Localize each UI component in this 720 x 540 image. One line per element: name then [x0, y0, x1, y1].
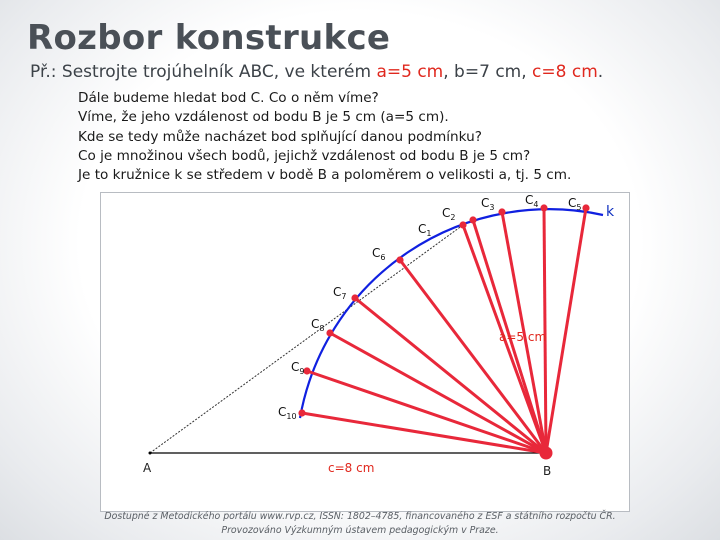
point-c	[351, 294, 358, 301]
footer-line-1: Dostupné z Metodického portálu www.rvp.cz, ISSN: 1802–4785, financovaného z ESF a státního rozpočtu ČR.	[104, 511, 616, 522]
value-c: c=8 cm	[532, 62, 598, 82]
label-c-point: $C_3$	[481, 196, 495, 212]
point-c	[540, 204, 547, 211]
label-c-point: $C_5$	[568, 196, 582, 212]
point-b-marker	[540, 447, 553, 460]
label-c-point: $C_4$	[525, 193, 539, 209]
radius-segment	[546, 208, 586, 453]
point-c	[298, 409, 305, 416]
text-line: Co je množinou všech bodů, jejichž vzdálenost od bodu B je 5 cm?	[78, 147, 531, 164]
label-c-point: $C_1$	[418, 222, 432, 238]
label-c-point: $C_6$	[372, 246, 386, 262]
point-c	[459, 221, 466, 228]
point-c	[582, 204, 589, 211]
slide-title: Rozbor konstrukce	[27, 18, 391, 58]
text-line: Víme, že jeho vzdálenost od bodu B je 5 cm (a=5 cm).	[78, 109, 449, 126]
problem-prefix: Př.: Sestrojte trojúhelník ABC, ve kterém	[30, 62, 377, 82]
point-a-marker	[149, 452, 152, 455]
guide-line-AC	[150, 225, 463, 453]
label-c-point: $C_2$	[442, 206, 456, 222]
problem-sep: , b=7 cm,	[443, 62, 533, 82]
label-c-length: c=8 cm	[328, 461, 375, 475]
label-c-point: $C_7$	[333, 285, 347, 301]
value-a: a=5 cm	[376, 62, 444, 82]
radius-segment	[307, 371, 546, 453]
radius-segment	[400, 260, 546, 453]
label-a-length: a=5 cm	[499, 330, 547, 344]
label-c-point: $C_{10}$	[278, 405, 297, 421]
point-c	[498, 208, 505, 215]
problem-end: .	[597, 62, 604, 82]
label-point-b: B	[543, 464, 552, 478]
label-point-a: A	[143, 461, 152, 475]
text-line: Je to kružnice k se středem v bodě B a poloměrem o velikosti a, tj. 5 cm.	[78, 167, 572, 184]
label-circle-k: k	[606, 204, 615, 220]
point-c	[396, 256, 403, 263]
text-line: Dále budeme hledat bod C. Co o něm víme?	[78, 90, 379, 106]
point-c	[326, 329, 333, 336]
label-c-point: $C_8$	[311, 317, 325, 333]
point-c	[469, 216, 476, 223]
text-line: Kde se tedy může nacházet bod splňující danou podmínku?	[78, 128, 482, 145]
footer-line-2: Provozováno Výzkumným ústavem pedagogickým v Praze.	[221, 525, 499, 536]
label-c-point: $C_9$	[291, 360, 305, 376]
